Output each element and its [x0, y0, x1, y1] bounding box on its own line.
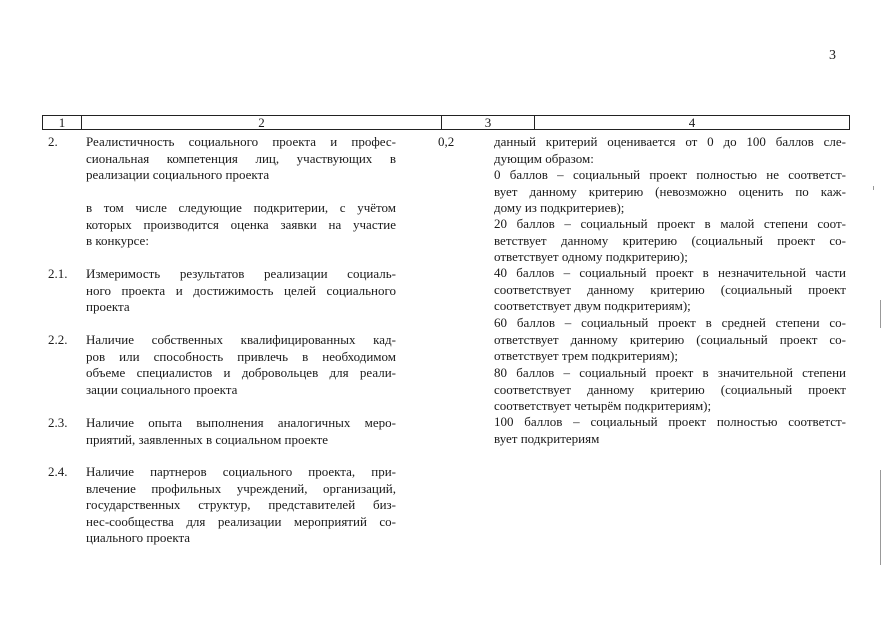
header-col-3: 3	[484, 115, 492, 130]
row-number: 2.3.	[48, 415, 68, 430]
scoring-line: ответствует данному критерию (социальный проект со-	[494, 331, 846, 347]
criterion-line: объеме специалистов и добровольцев для реали-	[86, 365, 396, 380]
criterion-line: нес-сообщества для реализации мероприятий со-	[86, 513, 396, 529]
scoring-line: ответствует одному подкритерию);	[494, 249, 688, 264]
criterion-text	[86, 134, 396, 184]
criterion-text	[86, 332, 396, 398]
scoring-line: 40 баллов – социальный проект в незначительной части	[494, 265, 846, 280]
criterion-line: влечение профильных учреждений, организаций,	[86, 480, 396, 496]
scoring-80-points	[494, 365, 846, 415]
row-number: 2.	[48, 134, 58, 149]
criterion-line: проекта	[86, 299, 130, 314]
scan-mark	[880, 470, 881, 565]
criterion-line: Наличие опыта выполнения аналогичных меро-	[86, 415, 396, 430]
scoring-20-points	[494, 216, 846, 266]
scan-mark	[880, 300, 881, 328]
criterion-line: Реалистичность социального проекта и профес-	[86, 134, 396, 149]
criterion-line: Наличие партнеров социального проекта, при-	[86, 464, 396, 479]
criterion-text	[86, 266, 396, 316]
header-col-1: 1	[58, 115, 66, 130]
criterion-text	[86, 464, 396, 547]
scoring-line: ответствует трем подкритериям);	[494, 348, 678, 363]
row-number: 2.4.	[48, 464, 68, 479]
scoring-line: вует данному критерию (невозможно оценить по каж-	[494, 183, 846, 199]
scoring-60-points	[494, 315, 846, 365]
scoring-line: соответствует четырём подкритериям);	[494, 398, 712, 413]
criterion-line: зации социального проекта	[86, 381, 238, 397]
criterion-line: циального проекта	[86, 530, 191, 545]
scoring-line: дующим образом:	[494, 150, 594, 166]
page-number: 3	[829, 48, 836, 63]
scoring-line: 100 баллов – социальный проект полностью соответст-	[494, 414, 846, 429]
scoring-line: соответствует данному критерию (социальный проект	[494, 281, 846, 297]
scoring-line: соответствует данному критерию (социальный проект	[494, 381, 846, 397]
row-number: 2.2.	[48, 332, 68, 347]
scoring-0-points	[494, 167, 846, 217]
scoring-line: ветствует данному критерию (социальный проект со-	[494, 232, 846, 248]
criterion-line: сиональная компетенция лиц, участвующих в	[86, 150, 396, 166]
criterion-line: ного проекта и достижимость целей социального	[86, 282, 396, 298]
criterion-line: приятий, заявленных в социальном проекте	[86, 431, 329, 447]
criterion-line: ров или способность привлечь в необходимом	[86, 348, 396, 364]
criterion-line: Наличие собственных квалифицированных кад-	[86, 332, 396, 347]
row-number: 2.1.	[48, 266, 68, 281]
criterion-text	[86, 415, 396, 448]
subcriteria-intro	[86, 200, 396, 250]
scoring-intro	[494, 134, 846, 167]
criterion-line: реализации социального проекта	[86, 167, 270, 182]
scan-mark	[873, 186, 874, 190]
scoring-line: дому из подкритериев);	[494, 200, 625, 215]
header-col-2: 2	[258, 115, 265, 130]
scoring-line: 0 баллов – социальный проект полностью не соответст-	[494, 167, 846, 182]
scoring-line: 20 баллов – социальный проект в малой степени соот-	[494, 216, 846, 231]
criterion-line: Измеримость результатов реализации социаль-	[86, 266, 396, 281]
weight-value: 0,2	[438, 134, 455, 149]
criterion-line: государственных структур, представителей биз-	[86, 497, 396, 512]
criterion-line: в том числе следующие подкритерии, с учётом	[86, 200, 396, 215]
scoring-100-points	[494, 414, 846, 447]
header-col-4: 4	[688, 115, 696, 130]
scoring-line: 60 баллов – социальный проект в средней степени со-	[494, 315, 846, 330]
scoring-line: вует подкритериям	[494, 430, 600, 446]
scoring-40-points	[494, 265, 846, 315]
criterion-line: которых производится оценка заявки на участие	[86, 216, 396, 232]
table-header-row	[42, 115, 850, 130]
scoring-line: данный критерий оценивается от 0 до 100 баллов сле-	[494, 134, 846, 149]
scoring-line: 80 баллов – социальный проект в значительной степени	[494, 365, 846, 380]
scoring-line: соответствует двум подкритериям);	[494, 298, 691, 313]
criterion-line: в конкурсе:	[86, 233, 149, 248]
